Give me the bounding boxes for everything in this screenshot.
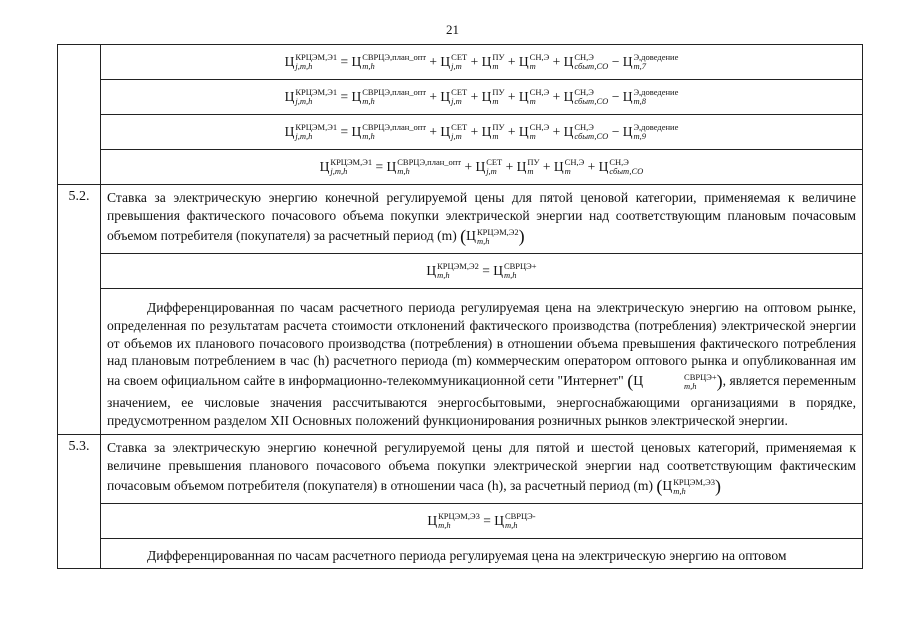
formula-block [101,45,863,185]
section-5-2-title: Ставка за электрическую энергию конечной регулируемой цены для пятой ценовой категории, применяемая к величине превышения фактического почасового объема покупки электрической энергии над соответствующим плановым почасовым объемом потребителя (покупателя) за расчетный период (m) (Ц КРЦЭМ,Э2 m,h ) [107,190,856,246]
tariff-table [57,44,863,569]
formula-block-row [58,45,863,185]
section-5-3-content [101,435,863,569]
section-5-2 [58,185,863,435]
section-5-3-title: Ставка за электрическую энергию конечной регулируемой цены для пятой и шестой ценовых категорий, применяемая к величине превышения планового почасового объема покупки электрической энергии над соответствующим фактическим почасовым объемом потребителя (покупателя) в отношении часа (h), за расчетный период (m) (Ц КРЦЭМ,Э3 m,h ) [107,440,856,496]
formula-5-2: Ц КРЦЭМ,Э2 m,h = Ц СВРЦЭ+ m,h [101,253,862,288]
formula-row-4: Ц КРЦЭМ,Э1 j,m,h = Ц СВРЦЭ,план_опт m,h + Ц СЕТ j,m + Ц ПУ m + Ц СН,Э m + Ц СН,Э сбыт,СО [101,149,862,184]
section-5-2-description: Дифференцированная по часам расчетного периода регулируемая цена на электрическую энергию на оптовом рынке, определенная по результатам расчета стоимости отклонений фактического производства (потребления) электрической энергии от объемов их планового почасового производства (потребления) в отношении объема превышения фактического потребления над плановым потреблением в час (h) расчетного периода (m) коммерческим оператором оптового рынка и опубликованная им на своем официальном сайте в информационно-телекоммуникационной сети "Интернет" (Ц СВРЦЭ+ m,h ), является переменным значением, ее числовые значения рассчитываются энергосбытовыми, энергоснабжающими организациями в порядке, предусмотренном разделом XII Основных положений функционирования розничных рынков электрической энергии. [101,288,862,434]
section-number: 5.3. [58,435,101,569]
section-number: 5.2. [58,185,101,435]
section-5-3 [58,435,863,569]
formula-5-3: Ц КРЦЭМ,Э3 m,h = Ц СВРЦЭ- m,h [101,503,862,538]
formula-row-3: Ц КРЦЭМ,Э1 j,m,h = Ц СВРЦЭ,план_опт m,h + Ц СЕТ j,m + Ц ПУ m + Ц СН,Э m + Ц СН,Э сбыт,СО − Ц Э,доведение m,9 [101,114,862,149]
formula-row-1: Ц КРЦЭМ,Э1 j,m,h = Ц СВРЦЭ,план_опт m,h + Ц СЕТ j,m + Ц ПУ m + Ц СН,Э m + Ц СН,Э сбыт,СО − Ц Э,доведение m,7 [284,52,679,71]
page-number: 21 [446,22,459,37]
formula-row-2: Ц КРЦЭМ,Э1 j,m,h = Ц СВРЦЭ,план_опт m,h + Ц СЕТ j,m + Ц ПУ m + Ц СН,Э m + Ц СН,Э сбыт,СО − Ц Э,доведение m,8 [101,79,862,114]
section-5-3-description: Дифференцированная по часам расчетного периода регулируемая цена на электрическую энергию на оптовом [101,538,862,568]
section-5-2-content [101,185,863,435]
row-number-empty [58,45,101,185]
